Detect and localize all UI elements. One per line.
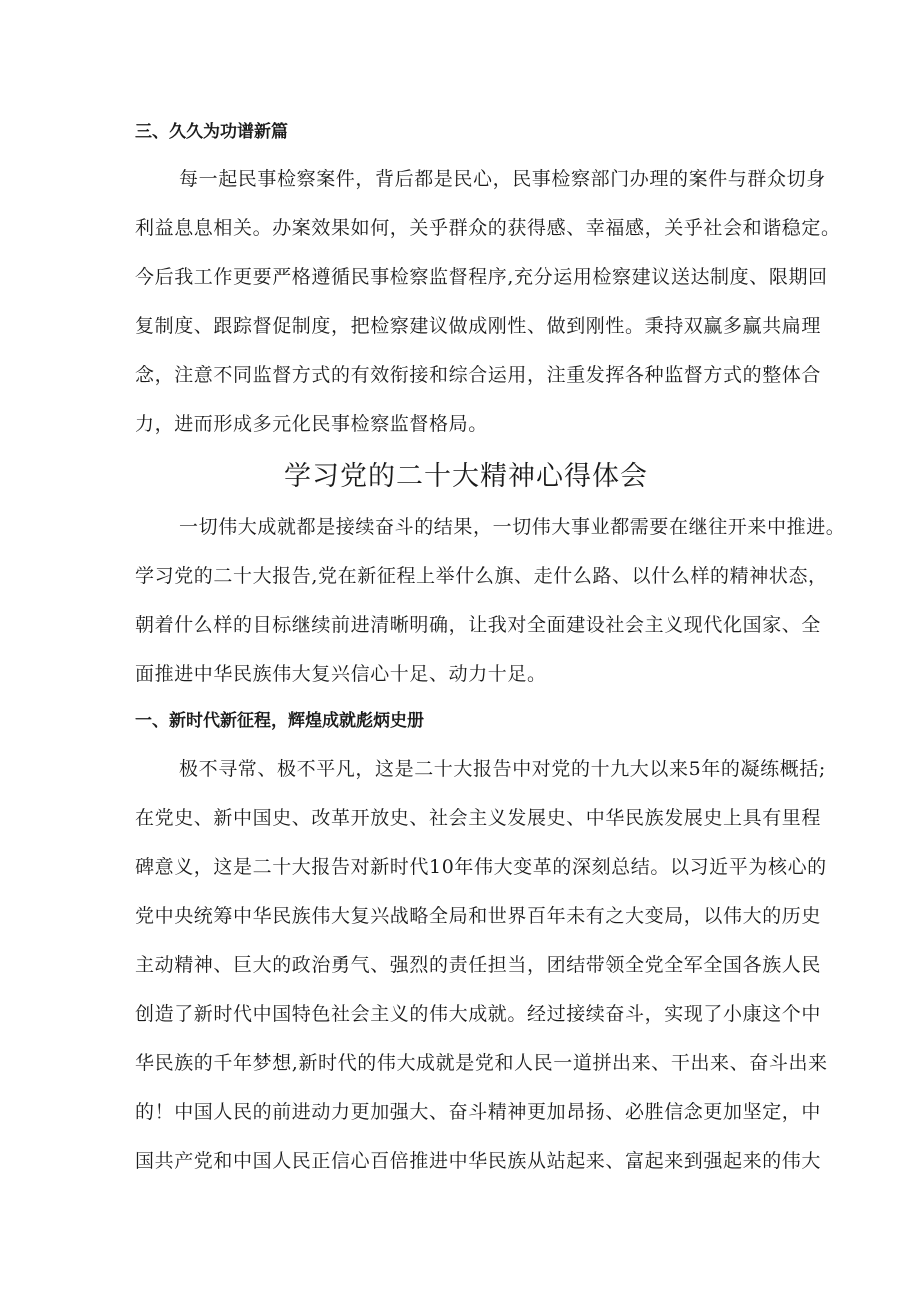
- paragraph-line: 极不寻常、极不平凡，这是二十大报告中对党的十九大以来5年的凝练概括;: [179, 758, 826, 780]
- paragraph-line: 创造了新时代中国特色社会主义的伟大成就。经过接续奋斗，实现了小康这个中: [135, 1003, 822, 1025]
- paragraph-line: 在党史、新中国史、改革开放史、社会主义发展史、中华民族发展史上具有里程: [135, 807, 822, 829]
- paragraph-line: 的！中国人民的前进动力更加强大、奋斗精神更加昂扬、必胜信念更加坚定，中: [135, 1101, 822, 1123]
- paragraph-line: 念，注意不同监督方式的有效衔接和综合运用，注重发挥各种监督方式的整体合: [135, 364, 822, 386]
- paragraph-line: 主动精神、巨大的政治勇气、强烈的责任担当，团结带领全党全军全国各族人民: [135, 954, 822, 976]
- paragraph-line: 复制度、跟踪督促制度，把检察建议做成刚性、做到刚性。秉持双赢多赢共扁理: [135, 315, 822, 337]
- section-heading-3: 三、久久为功谱新篇: [135, 122, 288, 142]
- paragraph-line: 每一起民事检察案件，背后都是民心，民事检察部门办理的案件与群众切身: [179, 168, 826, 190]
- paragraph-line: 今后我工作更要严格遵循民事检察监督程序,充分运用检察建议送达制度、限期回: [135, 266, 828, 288]
- paragraph-line: 华民族的千年梦想,新时代的伟大成就是党和人民一道拼出来、干出来、奋斗出来: [135, 1052, 828, 1074]
- paragraph-line: 力，进而形成多元化民事检察监督格局。: [135, 413, 488, 435]
- article-title: 学习党的二十大精神心得体会: [284, 461, 648, 492]
- paragraph-line: 碑意义，这是二十大报告对新时代10年伟大变革的深刻总结。以习近平为核心的: [135, 856, 827, 878]
- paragraph-line: 利益息息相关。办案效果如何，关乎群众的获得感、幸福感，关乎社会和谐稳定。: [135, 217, 841, 239]
- paragraph-line: 国共产党和中国人民正信心百倍推进中华民族从站起来、富起来到强起来的伟大: [135, 1150, 822, 1172]
- paragraph-line: 党中央统筹中华民族伟大复兴战略全局和世界百年未有之大变局，以伟大的历史: [135, 905, 822, 927]
- paragraph-line: 一切伟大成就都是接续奋斗的结果，一切伟大事业都需要在继往开来中推进。: [179, 516, 846, 538]
- paragraph-line: 面推进中华民族伟大复兴信心十足、动力十足。: [135, 663, 547, 685]
- section-heading-1: 一、新时代新征程，辉煌成就彪炳史册: [135, 711, 424, 731]
- paragraph-line: 朝着什么样的目标继续前进清晰明确，让我对全面建设社会主义现代化国家、全: [135, 614, 822, 636]
- paragraph-line: 学习党的二十大报告,党在新征程上举什么旗、走什么路、以什么样的精神状态，: [135, 565, 828, 587]
